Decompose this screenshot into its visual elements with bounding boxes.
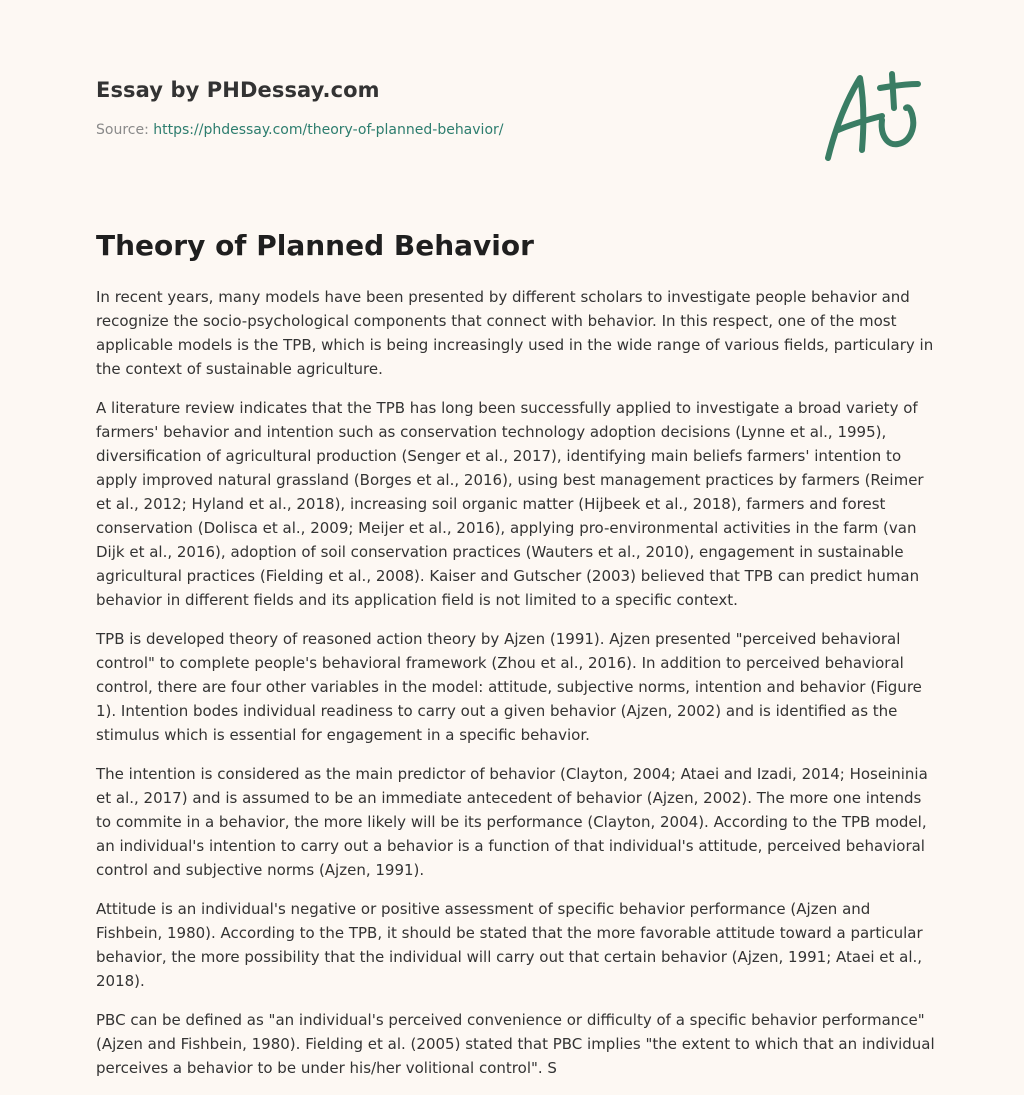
paragraph: TPB is developed theory of reasoned action theory by Ajzen (1991). Ajzen presented "perceived behavioral control" to complete people's behavioral framework (Zhou et al., 2016). In addition to perceived behavioral control, there are four other variables in the model: attitude, subjective norms, intention and behavior (Figure 1). Intention bodes individual readiness to carry out a given behavior (Ajzen, 2002) and is identified as the stimulus which is essential for engagement in a specific behavior. (96, 630, 922, 744)
paragraph: A literature review indicates that the TPB has long been successfully applied to investigate a broad variety of farmers' behavior and intention such as conservation technology adoption decisions (Lynne et al., 1995), diversification of agricultural production (Senger et al., 2017), identifying main beliefs farmers' intention to apply improved natural grassland (Borges et al., 2016), using best management practices by farmers (Reimer et al., 2012; Hyland et al., 2018), increasing soil organic matter (Hijbeek et al., 2018), farmers and forest conservation (Dolisca et al., 2009; Meijer et al., 2016), applying pro-environmental activities in the farm (van Dijk et al., 2016), adoption of soil conservation practices (Wauters et al., 2010), engagement in sustainable agricultural practices (Fielding et al., 2008). Kaiser and Gutscher (2003) believed that TPB can predict human behavior in different fields and its application field is not limited to a specific context. (96, 399, 924, 609)
site-brand: Essay by PHDessay.com (96, 78, 380, 102)
paragraph: PBC can be defined as "an individual's perceived convenience or difficulty of a specific behavior performance" (Ajzen and Fishbein, 1980). Fielding et al. (2005) stated that PBC implies "the extent to which that an individual perceives a behavior to be under his/her volitional control". S (96, 1011, 935, 1077)
source-label: Source: (96, 122, 154, 138)
paragraph: Attitude is an individual's negative or positive assessment of specific behavior performance (Ajzen and Fishbein, 1980). According to the TPB, it should be stated that the more favorable attitude toward a particular behavior, the more possibility that the individual will carry out that certain behavior (Ajzen, 1991; Ataei et al., 2018). (96, 900, 923, 990)
source-line (96, 122, 503, 138)
paragraph: The intention is considered as the main predictor of behavior (Clayton, 2004; Ataei and Izadi, 2014; Hoseininia et al., 2017) and is assumed to be an immediate antecedent of behavior (Ajzen, 2002). The more one intends to commite in a behavior, the more likely will be its performance (Clayton, 2004). According to the TPB model, an individual's intention to carry out a behavior is a function of that individual's attitude, perceived behavioral control and subjective norms (Ajzen, 1991). (96, 765, 928, 879)
paragraph: In recent years, many models have been presented by different scholars to investigate people behavior and recognize the socio-psychological components that connect with behavior. In this respect, one of the most applicable models is the TPB, which is being increasingly used in the wide range of various fields, particulary in the context of sustainable agriculture. (96, 288, 934, 378)
article-body (96, 285, 936, 1095)
page-title: Theory of Planned Behavior (96, 229, 534, 262)
a-plus-grade-icon (818, 64, 930, 168)
header (96, 74, 796, 138)
source-link[interactable]: https://phdessay.com/theory-of-planned-behavior/ (153, 122, 504, 138)
